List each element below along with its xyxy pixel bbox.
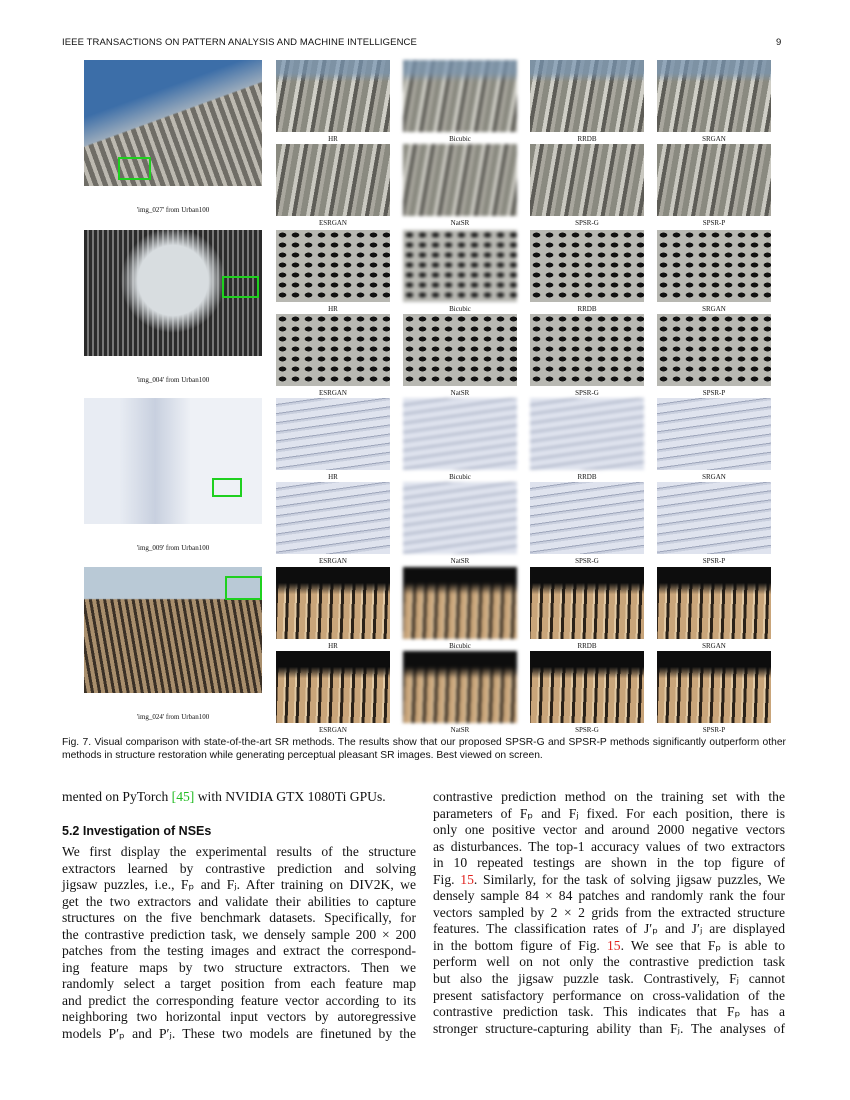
zoom-region-box [212,478,242,497]
text-line: the contrastive prediction task, we densely sample 200 × 200 [62,926,416,942]
method-label: RRDB [577,135,597,143]
method-label: SPSR-G [575,219,599,227]
method-label: Bicubic [449,642,471,650]
right-column [433,789,785,1037]
method-label: NatSR [450,557,470,565]
text-span: with NVIDIA GTX 1080Ti GPUs. [194,789,386,804]
method-label: HR [328,135,338,143]
text-span: present satisfactory performance on cross-validation of the [433,987,785,1003]
text-span: only one positive vector and around 2000 negative vectors [433,822,785,838]
crop-esrgan [276,651,390,723]
method-label: Bicubic [449,305,471,313]
zoom-region-box [118,157,151,180]
method-label: RRDB [577,642,597,650]
method-label: RRDB [577,305,597,313]
crop-spsr-p [657,314,771,386]
crop-rrdb [530,60,644,132]
method-label: SPSR-G [575,389,599,397]
page-number: 9 [776,37,782,48]
method-label: SPSR-G [575,557,599,565]
method-label: HR [328,305,338,313]
left-column-body [62,844,416,1043]
text-line [433,839,785,856]
text-span: densely sample 84 × 84 patches and randomly rank the four [433,888,785,904]
crop-spsr-g [530,651,644,723]
crop-srgan [657,567,771,639]
crop-spsr-g [530,482,644,554]
method-label: SRGAN [702,473,726,481]
crop-esrgan [276,314,390,386]
crop-spsr-p [657,482,771,554]
method-label: SRGAN [702,642,726,650]
text-span: . We see that Fₚ is able to [620,937,786,953]
text-line [433,954,785,971]
text-line: patches from the testing images and extract the correspond- [62,943,416,959]
method-label: SPSR-G [575,726,599,734]
text-span: parameters of Fₚ and Fⱼ fixed. For each position, there is [433,805,785,821]
citation-link[interactable]: [45] [171,789,195,804]
crop-bicubic [403,230,517,302]
method-label: SPSR-P [702,389,726,397]
text-line [433,806,785,823]
zoom-region-box [225,576,262,600]
text-line: jigsaw puzzles, i.e., Fₚ and Fⱼ. After training on DIV2K, we [62,877,416,893]
method-label: ESRGAN [318,726,347,734]
method-label: ESRGAN [318,557,347,565]
method-label: SPSR-P [702,219,726,227]
method-label: RRDB [577,473,597,481]
citation-link[interactable]: 15 [460,871,474,887]
text-span: stronger structure-capturing ability than Fⱼ. The analyses of [433,1020,785,1036]
crop-rrdb [530,567,644,639]
left-column [62,789,416,806]
method-label: NatSR [450,389,470,397]
crop-natsr [403,651,517,723]
crop-natsr [403,482,517,554]
text-line [433,855,785,872]
method-label: HR [328,642,338,650]
image-label: 'img_024' from Urban100 [136,713,210,721]
text-line [433,905,785,922]
figure-caption: Fig. 7. Visual comparison with state-of-the-art SR methods. The results show that our proposed SPSR-G and SPSR-P methods significantly outperform other methods in structure restoration while generating perceptual pleasant SR images. Best viewed on screen. [62,737,786,761]
image-label: 'img_004' from Urban100 [136,376,210,384]
crop-rrdb [530,398,644,470]
method-label: ESRGAN [318,389,347,397]
crop-bicubic [403,567,517,639]
crop-srgan [657,230,771,302]
crop-srgan [657,398,771,470]
crop-spsr-p [657,651,771,723]
text-line: models P′ₚ and P′ⱼ. These two models are finetuned by the [62,1026,416,1042]
method-label: SPSR-P [702,726,726,734]
crop-spsr-p [657,144,771,216]
text-line [433,822,785,839]
image-label: 'img_009' from Urban100 [136,544,210,552]
crop-bicubic [403,398,517,470]
text-span: in 10 repeated testings are shown in the top figure of [433,855,785,871]
crop-natsr [403,314,517,386]
text-line [433,921,785,938]
text-line: randomly select a target position from each feature map [62,976,416,992]
method-label: ESRGAN [318,219,347,227]
overview-image [84,60,262,186]
text-span: as disturbances. The top-1 accuracy values of two extractors [433,838,785,854]
text-line [433,1021,785,1038]
text-line: structures on the five benchmark datasets. Specifically, for [62,910,416,926]
crop-hr [276,230,390,302]
method-label: SRGAN [702,135,726,143]
zoom-region-box [222,276,259,298]
crop-rrdb [530,230,644,302]
crop-spsr-g [530,314,644,386]
text-span: in the bottom figure of Fig. [433,937,607,953]
method-label: SRGAN [702,305,726,313]
crop-bicubic [403,60,517,132]
image-label: 'img_027' from Urban100 [136,206,210,214]
crop-natsr [403,144,517,216]
text-span: perform well on not only the contrastive prediction task [433,954,785,970]
overview-image [84,398,262,524]
text-line: neighboring two horizontal input vectors by autoregressive [62,1009,416,1025]
crop-spsr-g [530,144,644,216]
method-label: HR [328,473,338,481]
crop-hr [276,398,390,470]
journal-header: IEEE TRANSACTIONS ON PATTERN ANALYSIS AND MACHINE INTELLIGENCE [62,37,417,48]
text-span: vectors sampled by 2 × 2 grids from the extracted structure [433,904,785,920]
crop-hr [276,60,390,132]
method-label: NatSR [450,219,470,227]
text-line [433,789,785,806]
text-line [433,971,785,988]
text-line: We first display the experimental results of the structure [62,844,416,859]
text-line [433,1004,785,1021]
method-label: SPSR-P [702,557,726,565]
text-line: get the two extractors and validate their abilities to capture [62,893,416,909]
method-label: NatSR [450,726,470,734]
text-line: extractors learned by contrastive prediction and solving [62,860,416,876]
text-span: contrastive prediction task. This indicates that Fₚ has a [433,1004,785,1020]
text-span: features. The classification rates of J′ₚ and J′ⱼ are displayed [433,921,785,937]
text-span: contrastive prediction method on the training set with the [433,789,785,804]
crop-esrgan [276,482,390,554]
text-span: but also the jigsaw puzzle task. Contrastively, Fⱼ cannot [433,971,785,987]
text-span: mented on PyTorch [62,789,172,804]
text-line [62,789,416,806]
crop-hr [276,567,390,639]
crop-esrgan [276,144,390,216]
text-span: Fig. [433,871,461,887]
citation-link[interactable]: 15 [606,937,621,953]
method-label: Bicubic [449,135,471,143]
method-label: Bicubic [449,473,471,481]
text-line [433,938,785,955]
text-line [433,888,785,905]
text-line [433,872,785,889]
text-line [433,988,785,1005]
text-span: . Similarly, for the task of solving jigsaw puzzles, We [473,871,785,887]
text-line: and predict the corresponding feature vector according to its [62,992,416,1008]
crop-srgan [657,60,771,132]
section-heading: 5.2 Investigation of NSEs [62,824,212,838]
text-line: ing feature maps by two structure extractors. Then we [62,959,416,975]
